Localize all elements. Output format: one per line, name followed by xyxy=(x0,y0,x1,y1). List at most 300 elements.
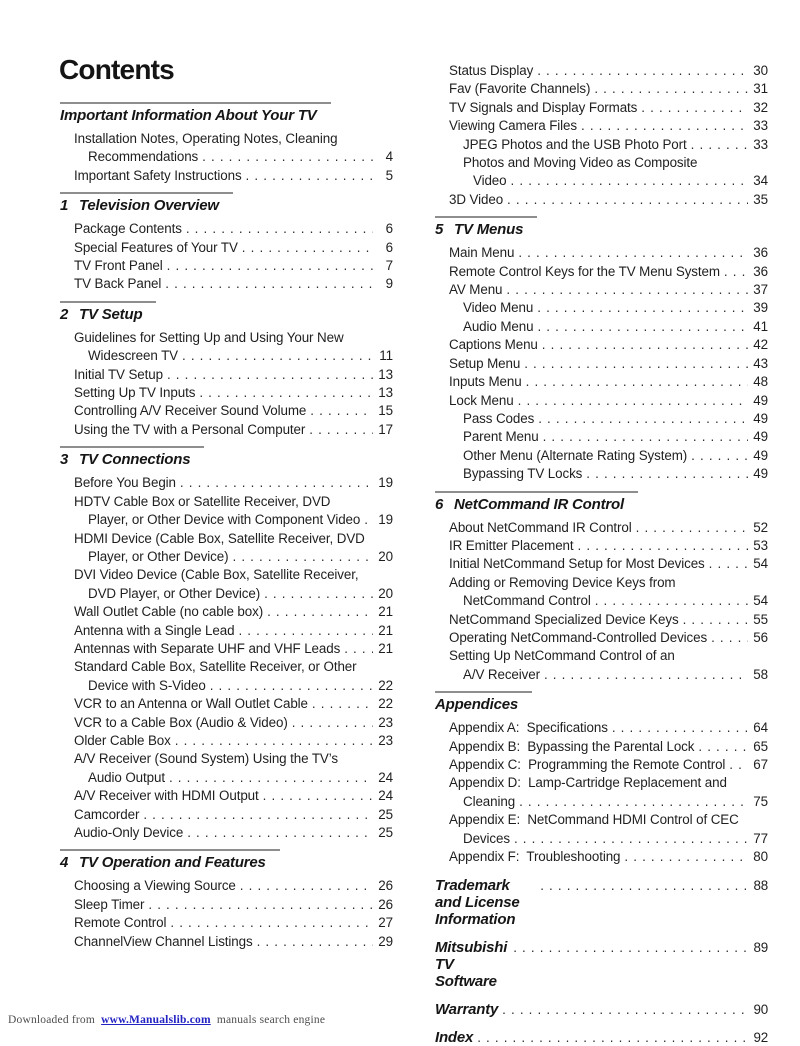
entry-title: Photos and Moving Video as Composite xyxy=(463,155,698,171)
page-number: 21 xyxy=(378,640,393,656)
entry-title: IR Emitter Placement xyxy=(449,537,574,553)
section-number: 2 xyxy=(60,305,69,323)
page-number: 49 xyxy=(753,466,768,482)
toc-entry-line xyxy=(435,555,768,573)
page-number: 19 xyxy=(378,512,393,528)
toc-entry-line xyxy=(435,611,768,629)
page-number: 33 xyxy=(753,118,768,134)
entry-title: Initial NetCommand Setup for Most Devices xyxy=(449,556,705,572)
toc-entry-line xyxy=(60,824,393,842)
dot-leader xyxy=(511,172,748,190)
section-title: Important Information About Your TV xyxy=(60,107,317,124)
entry-title: Choosing a Viewing Source xyxy=(74,878,236,894)
page-number: 90 xyxy=(753,1002,768,1018)
entry-title: Fav (Favorite Channels) xyxy=(449,81,591,97)
page-number: 75 xyxy=(753,793,768,809)
page-number: 9 xyxy=(385,276,393,292)
entry-title: Installation Notes, Operating Notes, Cleaning xyxy=(74,131,338,146)
dot-leader xyxy=(148,896,373,914)
toc-entry-line xyxy=(435,410,768,428)
page-number: 88 xyxy=(753,878,768,894)
entry-title: Before You Begin xyxy=(74,475,176,491)
entry-title: Other Menu (Alternate Rating System) xyxy=(463,447,688,463)
page-number: 17 xyxy=(378,421,393,437)
entry-title: Trademark and License Information xyxy=(435,877,520,929)
page-number: 58 xyxy=(753,666,768,682)
dot-leader xyxy=(729,756,748,774)
toc-entry-line xyxy=(435,355,768,373)
dot-leader xyxy=(170,914,373,932)
entry-title: TV Signals and Display Formats xyxy=(449,99,638,115)
entry-title: Setup Menu xyxy=(449,355,521,371)
entry-title: HDTV Cable Box or Satellite Receiver, DVD xyxy=(74,493,331,509)
section-heading xyxy=(435,216,537,238)
dot-leader xyxy=(537,62,748,80)
toc-entry-line xyxy=(60,474,393,492)
entry-title: Inputs Menu xyxy=(449,374,522,390)
toc-entry-line xyxy=(60,640,393,658)
dot-leader xyxy=(514,830,748,848)
dot-leader xyxy=(292,714,373,732)
toc-entry-line xyxy=(435,666,768,684)
entry-title: Audio Menu xyxy=(463,318,534,334)
entry-title: Devices xyxy=(463,830,510,846)
dot-leader xyxy=(578,537,748,555)
page-number: 26 xyxy=(378,878,393,894)
entry-title: Controlling A/V Receiver Sound Volume xyxy=(74,403,307,419)
page-number: 33 xyxy=(753,136,768,152)
page-number: 36 xyxy=(753,245,768,261)
toc-entry-line xyxy=(435,154,768,172)
section-title: Television Overview xyxy=(79,197,219,215)
toc-entry-line xyxy=(435,336,768,354)
page-number: 67 xyxy=(753,757,768,772)
dot-leader xyxy=(143,806,373,824)
entry-title: Camcorder xyxy=(74,806,140,822)
entry-title: Package Contents xyxy=(74,221,182,237)
toc-section xyxy=(60,192,393,294)
entry-title: Using the TV with a Personal Computer xyxy=(74,421,306,437)
toc-entry-line xyxy=(60,347,393,365)
dot-leader xyxy=(310,402,373,420)
toc-section xyxy=(60,301,393,439)
toc-entry-line xyxy=(435,811,768,829)
dot-leader xyxy=(581,117,748,135)
entry-title: Recommendations xyxy=(88,149,199,165)
entry-title: Video xyxy=(473,173,507,189)
page-number: 21 xyxy=(378,604,393,620)
entry-title: About NetCommand IR Control xyxy=(449,519,632,535)
page-number: 52 xyxy=(753,519,768,535)
dot-leader xyxy=(242,239,373,257)
toc-entry-line xyxy=(60,493,393,511)
dot-leader xyxy=(636,519,748,537)
footer xyxy=(8,1014,325,1026)
toc-section xyxy=(60,102,393,185)
entry-title: AV Menu xyxy=(449,282,503,298)
page-number: 80 xyxy=(753,849,768,865)
toc-entry-line xyxy=(60,167,393,185)
toc-section xyxy=(435,491,768,685)
entry-title: Player, or Other Device with Component Video xyxy=(88,512,361,528)
dot-leader xyxy=(691,447,748,465)
toc-entry-line xyxy=(60,769,393,787)
section-number: 1 xyxy=(60,197,69,215)
page-number: 25 xyxy=(378,825,393,840)
toc-entry-line xyxy=(435,738,768,756)
page-number: 26 xyxy=(378,896,393,912)
entry-title: Audio-Only Device xyxy=(74,825,184,840)
dot-leader xyxy=(344,640,373,658)
section-heading xyxy=(60,192,233,214)
toc-entry-line xyxy=(60,714,393,732)
toc-section xyxy=(60,849,393,951)
toc-entry-line xyxy=(435,537,768,555)
toc-entry-line xyxy=(60,695,393,713)
page-number: 37 xyxy=(753,282,768,298)
page-number: 55 xyxy=(753,611,768,627)
entry-title: NetCommand Specialized Device Keys xyxy=(449,611,679,627)
dot-leader xyxy=(175,732,373,750)
dot-leader xyxy=(595,592,748,610)
entry-title: JPEG Photos and the USB Photo Port xyxy=(463,136,687,152)
dot-leader xyxy=(540,877,748,894)
toc-entry-line xyxy=(435,117,768,135)
dot-leader xyxy=(210,677,373,695)
toc-entry-line xyxy=(60,877,393,895)
entry-title: Main Menu xyxy=(449,245,515,261)
entry-title: Appendix C: Programming the Remote Control xyxy=(449,757,726,772)
entry-title: Antenna with a Single Lead xyxy=(74,622,235,638)
entry-title: A/V Receiver (Sound System) Using the TV’s xyxy=(74,751,338,767)
entry-title: Initial TV Setup xyxy=(74,366,163,382)
toc-entry-line xyxy=(435,848,768,866)
dot-leader xyxy=(506,281,748,299)
dot-leader xyxy=(594,80,748,98)
entry-title: Appendix D: Lamp-Cartridge Replacement and xyxy=(449,775,727,791)
entry-title: Appendix F: Troubleshooting xyxy=(449,849,621,865)
section-number: 3 xyxy=(60,451,69,469)
toc-entry-line xyxy=(60,548,393,566)
page-number: 29 xyxy=(378,933,393,949)
page-number: 23 xyxy=(378,732,393,748)
page-number: 41 xyxy=(753,318,768,334)
toc-entry-line xyxy=(435,172,768,190)
toc-entry-line xyxy=(60,130,393,148)
toc-entry-line xyxy=(60,329,393,347)
page-number: 32 xyxy=(753,99,768,115)
entry-title: Video Menu xyxy=(463,300,534,316)
entry-title: Cleaning xyxy=(463,793,516,809)
dot-leader xyxy=(263,787,373,805)
page-number: 48 xyxy=(753,374,768,390)
entry-title: Lock Menu xyxy=(449,392,514,408)
page-number: 19 xyxy=(378,475,393,491)
entry-title: Widescreen TV xyxy=(88,348,178,364)
section-heading xyxy=(60,849,280,871)
entry-title: Sleep Timer xyxy=(74,896,145,912)
section-heading xyxy=(60,446,204,468)
toc-entry-line xyxy=(435,318,768,336)
page-title: Contents xyxy=(59,54,174,85)
page-number: 15 xyxy=(378,403,393,419)
entry-title: Operating NetCommand-Controlled Devices xyxy=(449,629,708,645)
entry-title: Setting Up TV Inputs xyxy=(74,385,196,401)
toc-entry-line xyxy=(60,384,393,402)
page-number: 13 xyxy=(378,366,393,382)
dot-leader xyxy=(240,877,373,895)
page-number: 24 xyxy=(378,788,393,804)
entry-title: DVD Player, or Other Device) xyxy=(88,585,261,601)
toc-entry-line xyxy=(60,677,393,695)
page-number: 49 xyxy=(753,410,768,426)
toc-standalone-entry xyxy=(435,939,768,990)
dot-leader xyxy=(232,548,373,566)
manualslib-link[interactable]: www.Manualslib.com xyxy=(101,1014,211,1026)
page-number: 54 xyxy=(753,593,768,609)
dot-leader xyxy=(180,474,373,492)
page-number: 22 xyxy=(378,677,393,693)
toc-section xyxy=(435,216,768,483)
page-number: 53 xyxy=(753,537,768,553)
toc-entry-line xyxy=(60,566,393,584)
section-title: TV Operation and Features xyxy=(79,854,266,872)
page-number: 5 xyxy=(385,167,393,183)
toc-entry-line xyxy=(60,806,393,824)
dot-leader xyxy=(519,793,748,811)
dot-leader xyxy=(507,191,748,209)
page-number: 65 xyxy=(753,738,768,754)
page-number: 39 xyxy=(753,300,768,316)
entry-title: Bypassing TV Locks xyxy=(463,466,583,482)
toc-entry-line xyxy=(435,299,768,317)
dot-leader xyxy=(264,585,373,603)
toc-entry-line xyxy=(435,629,768,647)
toc-section xyxy=(435,62,768,209)
toc-column-left xyxy=(60,102,393,951)
page-number: 24 xyxy=(378,769,393,785)
toc-entry-line xyxy=(60,148,393,166)
section-title: Appendices xyxy=(435,696,519,714)
toc-entry-line xyxy=(60,421,393,439)
page-number: 35 xyxy=(753,191,768,207)
footer-suffix-text: manuals search engine xyxy=(216,1014,326,1026)
page-number: 92 xyxy=(753,1030,768,1046)
toc-entry-line xyxy=(435,574,768,592)
dot-leader xyxy=(724,263,748,281)
toc-entry-line xyxy=(60,402,393,420)
dot-leader xyxy=(309,421,373,439)
entry-title: TV Back Panel xyxy=(74,276,162,292)
toc-entry-line xyxy=(60,530,393,548)
toc-entry-line xyxy=(60,257,393,275)
entry-title: NetCommand Control xyxy=(463,593,591,609)
toc-entry-line xyxy=(435,592,768,610)
dot-leader xyxy=(246,167,373,185)
dot-leader xyxy=(683,611,748,629)
dot-leader xyxy=(711,629,748,647)
toc-entry-line xyxy=(60,603,393,621)
toc-entry-line xyxy=(435,62,768,80)
page-number: 31 xyxy=(753,81,768,97)
toc-section xyxy=(435,691,768,866)
toc-entry-line xyxy=(435,136,768,154)
entry-title: TV Front Panel xyxy=(74,258,163,274)
dot-leader xyxy=(187,824,373,842)
toc-entry-line xyxy=(60,275,393,293)
entry-title: VCR to an Antenna or Wall Outlet Cable xyxy=(74,696,308,712)
dot-leader xyxy=(612,719,748,737)
toc-standalone-entry xyxy=(435,1001,768,1018)
dot-leader xyxy=(238,622,373,640)
toc-entry-line xyxy=(435,719,768,737)
dot-leader xyxy=(513,939,748,956)
entry-title: Setting Up NetCommand Control of an xyxy=(449,648,675,664)
page-number: 22 xyxy=(378,696,393,712)
section-title: TV Menus xyxy=(454,221,524,239)
toc-entry-line xyxy=(435,647,768,665)
page-number: 13 xyxy=(378,385,393,401)
page-number: 6 xyxy=(385,221,393,237)
dot-leader xyxy=(544,666,748,684)
toc-entry-line xyxy=(435,244,768,262)
entry-title: Viewing Camera Files xyxy=(449,118,577,134)
entry-title: VCR to a Cable Box (Audio & Video) xyxy=(74,714,288,730)
toc-entry-line xyxy=(60,366,393,384)
toc-entry-line xyxy=(60,622,393,640)
page-number: 49 xyxy=(753,429,768,445)
dot-leader xyxy=(364,511,373,529)
toc-entry-line xyxy=(60,658,393,676)
dot-leader xyxy=(502,1001,748,1018)
section-number: 5 xyxy=(435,221,444,239)
page-number: 89 xyxy=(753,940,768,956)
section-heading xyxy=(435,691,532,713)
dot-leader xyxy=(165,275,373,293)
entry-title: Pass Codes xyxy=(463,410,535,426)
toc-entry-line xyxy=(60,787,393,805)
page-number: 6 xyxy=(385,239,393,255)
toc-entry-line xyxy=(60,511,393,529)
page-number: 54 xyxy=(753,556,768,572)
page-number: 20 xyxy=(378,548,393,564)
toc-entry-line xyxy=(435,519,768,537)
toc-entry-line xyxy=(435,392,768,410)
entry-title: Captions Menu xyxy=(449,337,538,353)
toc-entry-line xyxy=(60,914,393,932)
toc-entry-line xyxy=(435,281,768,299)
page-number: 77 xyxy=(753,830,768,846)
section-heading xyxy=(60,301,156,323)
toc-entry-line xyxy=(435,428,768,446)
dot-leader xyxy=(537,318,748,336)
toc-entry-line xyxy=(60,933,393,951)
page-number: 64 xyxy=(753,720,768,736)
section-number: 6 xyxy=(435,495,444,513)
dot-leader xyxy=(199,384,373,402)
entry-title: Remote Control xyxy=(74,915,167,931)
page-number: 34 xyxy=(753,173,768,189)
section-title: NetCommand IR Control xyxy=(454,495,624,513)
dot-leader xyxy=(312,695,373,713)
toc-column-right xyxy=(435,62,768,1046)
toc-entry-line xyxy=(435,80,768,98)
toc-standalone-entry xyxy=(435,877,768,928)
entry-title: Standard Cable Box, Satellite Receiver, or Other xyxy=(74,659,357,675)
page-number: 42 xyxy=(753,337,768,353)
dot-leader xyxy=(518,244,748,262)
page-number: 11 xyxy=(379,348,393,364)
toc-entry-line xyxy=(435,447,768,465)
page-number: 21 xyxy=(378,622,393,638)
dot-leader xyxy=(267,603,373,621)
toc-section xyxy=(60,446,393,842)
toc-entry-line xyxy=(60,750,393,768)
page-number: 30 xyxy=(753,63,768,78)
entry-title: Status Display xyxy=(449,63,534,78)
dot-leader xyxy=(257,933,373,951)
toc-entry-line xyxy=(60,585,393,603)
entry-title: Index xyxy=(435,1029,474,1046)
toc-entry-line xyxy=(435,774,768,792)
toc-entry-line xyxy=(435,263,768,281)
entry-title: Player, or Other Device) xyxy=(88,548,229,564)
page-number: 25 xyxy=(378,806,393,822)
entry-title: DVI Video Device (Cable Box, Satellite Receiver, xyxy=(74,567,359,583)
entry-title: ChannelView Channel Listings xyxy=(74,933,253,949)
entry-title: Appendix B: Bypassing the Parental Lock xyxy=(449,738,695,754)
dot-leader xyxy=(624,848,748,866)
dot-leader xyxy=(526,373,748,391)
dot-leader xyxy=(167,366,373,384)
dot-leader xyxy=(477,1029,748,1046)
entry-title: Adding or Removing Device Keys from xyxy=(449,574,676,590)
dot-leader xyxy=(186,220,373,238)
entry-title: Parent Menu xyxy=(463,429,539,445)
dot-leader xyxy=(518,392,748,410)
toc-entry-line xyxy=(60,220,393,238)
dot-leader xyxy=(543,428,748,446)
entry-title: HDMI Device (Cable Box, Satellite Receiver, DVD xyxy=(74,530,365,546)
section-title: TV Setup xyxy=(79,305,143,323)
footer-prefix-text: Downloaded from xyxy=(8,1014,95,1026)
toc-standalone-entry xyxy=(435,1029,768,1046)
page-number: 43 xyxy=(753,355,768,371)
section-title: TV Connections xyxy=(79,451,191,469)
page-number: 7 xyxy=(385,258,393,274)
entry-title: Mitsubishi TV Software xyxy=(435,939,508,991)
entry-title: A/V Receiver with HDMI Output xyxy=(74,788,259,804)
dot-leader xyxy=(691,136,748,154)
page-number: 49 xyxy=(753,392,768,408)
toc-entry-line xyxy=(435,191,768,209)
toc-entry-line xyxy=(435,793,768,811)
toc-entry-line xyxy=(435,99,768,117)
page-number: 49 xyxy=(753,447,768,463)
section-number: 4 xyxy=(60,854,69,872)
toc-entry-line xyxy=(435,465,768,483)
dot-leader xyxy=(709,555,748,573)
entry-title: Antennas with Separate UHF and VHF Leads xyxy=(74,640,341,656)
toc-entry-line xyxy=(60,732,393,750)
section-heading xyxy=(60,102,331,124)
dot-leader xyxy=(538,410,748,428)
entry-title: A/V Receiver xyxy=(463,666,540,682)
entry-title: Special Features of Your TV xyxy=(74,239,238,255)
page-number: 20 xyxy=(378,585,393,601)
section-heading xyxy=(435,491,638,513)
dot-leader xyxy=(169,769,373,787)
